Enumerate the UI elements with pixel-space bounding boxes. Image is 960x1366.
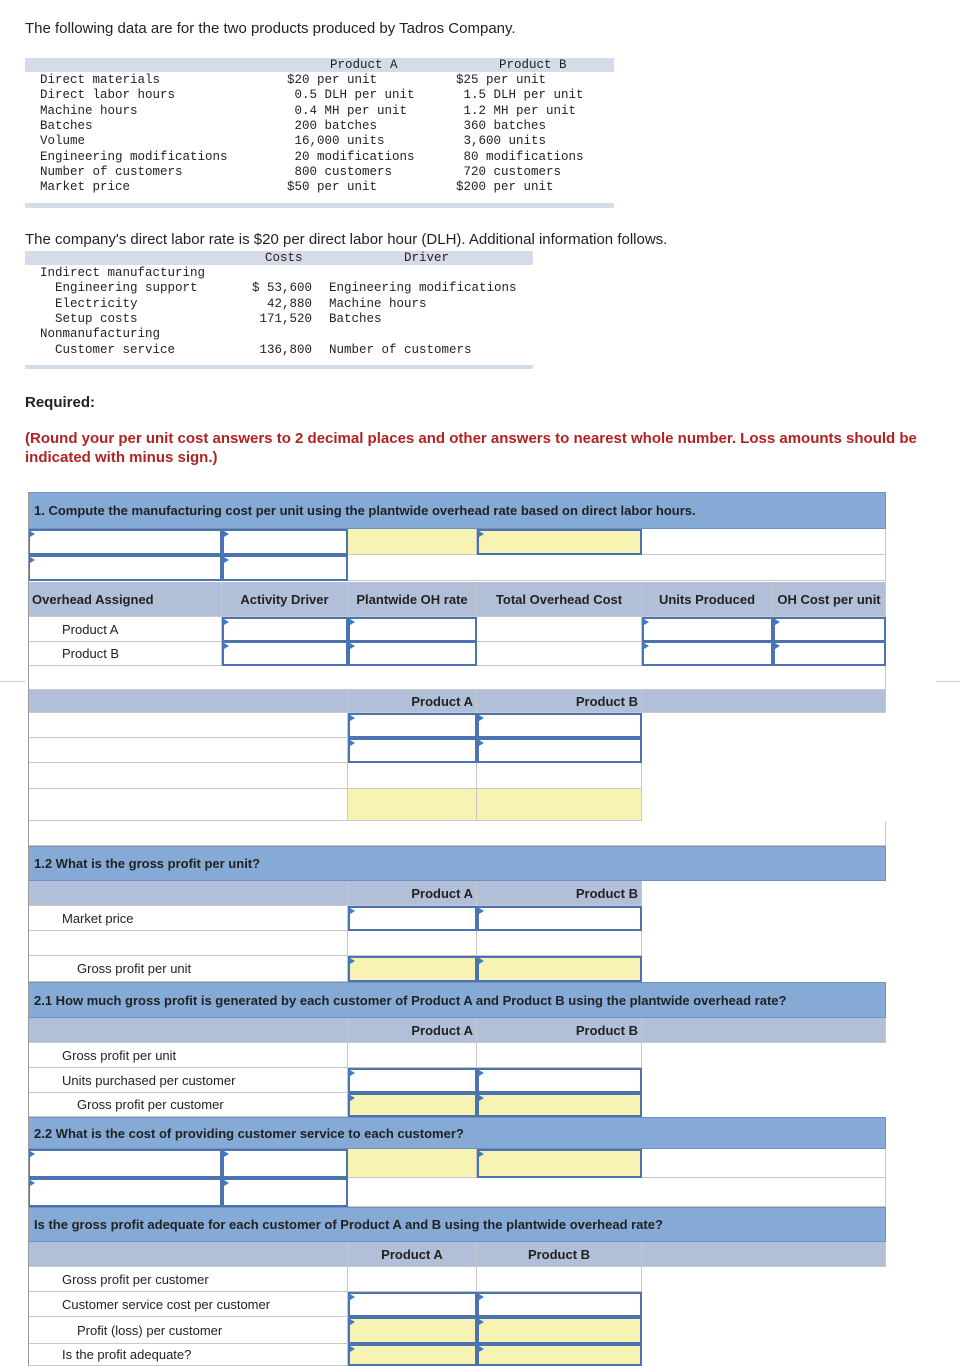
question-2-1-header: 2.1 How much gross profit is generated by each customer of Product A and Product B using the plantwide overhead rate? xyxy=(28,982,886,1018)
cost-label: Engineering support xyxy=(40,281,198,296)
cost-label: Nonmanufacturing xyxy=(40,327,161,342)
answer-input[interactable] xyxy=(222,1149,348,1178)
blank-cell xyxy=(477,931,642,956)
answer-input[interactable] xyxy=(477,906,642,931)
product-data-table xyxy=(25,58,614,208)
total-oh-cell xyxy=(477,641,642,666)
blank-cell xyxy=(477,1267,642,1292)
header-spacer xyxy=(28,1242,348,1267)
product-a-value: $50 per unit xyxy=(287,180,378,195)
row-label: Machine hours xyxy=(40,103,138,118)
answer-input[interactable] xyxy=(348,1317,477,1344)
product-a-value: 20 modifications xyxy=(287,149,415,164)
product-b-value: 80 modifications xyxy=(456,149,584,164)
gross-profit-unit-label: Gross profit per unit xyxy=(28,1043,348,1068)
product-b-header: Product B xyxy=(477,1242,642,1267)
overhead-column-header: Overhead Assigned xyxy=(28,582,222,617)
answer-input[interactable] xyxy=(348,956,477,982)
adequate-select[interactable] xyxy=(348,1344,477,1366)
header-spacer xyxy=(28,1018,348,1043)
blank-cell xyxy=(642,1149,886,1178)
answer-input[interactable] xyxy=(222,555,348,581)
cost-driver: Number of customers xyxy=(329,342,472,357)
product-b-header: Product B xyxy=(477,1018,642,1043)
total-label-cell xyxy=(28,789,348,821)
cost-amount: 136,800 xyxy=(259,342,312,357)
header-spacer xyxy=(642,1242,886,1267)
overhead-column-header: Activity Driver xyxy=(222,582,348,617)
driver-header: Driver xyxy=(404,251,450,265)
row-label: Engineering modifications xyxy=(40,149,228,164)
label-input-row xyxy=(28,713,348,738)
answer-input[interactable] xyxy=(348,738,477,763)
blank-cell xyxy=(28,931,348,956)
answer-input[interactable] xyxy=(477,529,642,555)
cost-amount: $ 53,600 xyxy=(251,281,312,296)
oh-rate-input[interactable] xyxy=(348,617,477,642)
intro-text: The following data are for the two products produced by Tadros Company. xyxy=(25,20,516,37)
cost-label: Electricity xyxy=(40,296,138,311)
header-spacer xyxy=(28,690,348,713)
answer-input[interactable] xyxy=(348,1292,477,1317)
question-3-header: Is the gross profit adequate for each customer of Product A and B using the plantwide overhead rate? xyxy=(28,1207,886,1242)
computed-cell xyxy=(348,789,477,821)
product-a-header: Product A xyxy=(348,1242,477,1267)
product-label: Product B xyxy=(28,641,222,666)
product-b-header: Product B xyxy=(499,58,567,72)
row-label: Market price xyxy=(40,180,131,195)
product-b-value: 1.2 MH per unit xyxy=(456,103,577,118)
overhead-column-header: Total Overhead Cost xyxy=(477,582,642,617)
row-label: Direct labor hours xyxy=(40,88,176,103)
answer-input[interactable] xyxy=(348,713,477,738)
answer-input[interactable] xyxy=(477,956,642,982)
units-input[interactable] xyxy=(642,641,773,666)
blank-cell xyxy=(348,931,477,956)
blank-cell xyxy=(348,1178,886,1207)
product-a-header: Product A xyxy=(330,58,398,72)
blank-cell xyxy=(477,1043,642,1068)
cost-label: Customer service xyxy=(40,342,176,357)
product-a-value: 800 customers xyxy=(287,164,393,179)
units-per-customer-label: Units purchased per customer xyxy=(28,1068,348,1093)
product-b-value: 3,600 units xyxy=(456,134,547,149)
cost-label: Indirect manufacturing xyxy=(40,266,206,280)
product-b-value: 1.5 DLH per unit xyxy=(456,88,584,103)
row-label: Direct materials xyxy=(40,73,161,87)
gross-profit-customer-label: Gross profit per customer xyxy=(28,1093,348,1117)
question-2-2-header: 2.2 What is the cost of providing customer service to each customer? xyxy=(28,1117,886,1149)
product-a-value: 0.4 MH per unit xyxy=(287,103,408,118)
blank-cell xyxy=(477,763,642,789)
oh-rate-input[interactable] xyxy=(348,641,477,666)
blank-cell xyxy=(348,1267,477,1292)
labor-rate-text: The company's direct labor rate is $20 per direct labor hour (DLH). Additional information follows. xyxy=(25,231,668,248)
header-spacer xyxy=(642,1018,886,1043)
product-a-header: Product A xyxy=(348,690,477,713)
overhead-column-header: Plantwide OH rate xyxy=(348,582,477,617)
blank-row xyxy=(28,666,886,690)
product-b-header: Product B xyxy=(477,690,642,713)
gross-profit-customer-label: Gross profit per customer xyxy=(28,1267,348,1292)
product-label: Product A xyxy=(28,617,222,642)
answer-input[interactable] xyxy=(28,1178,222,1207)
header-spacer xyxy=(28,881,348,906)
computed-cell xyxy=(348,1149,477,1178)
market-price-label: Market price xyxy=(28,906,348,931)
costs-header: Costs xyxy=(265,251,303,265)
row-label: Batches xyxy=(40,118,93,133)
product-a-value: 0.5 DLH per unit xyxy=(287,88,415,103)
cost-driver: Batches xyxy=(329,311,382,326)
answer-input[interactable] xyxy=(477,1317,642,1344)
answer-input[interactable] xyxy=(477,1093,642,1117)
blank-row xyxy=(28,821,886,846)
product-a-value: $20 per unit xyxy=(287,73,378,87)
product-a-value: 16,000 units xyxy=(287,134,385,149)
rounding-instructions: (Round your per unit cost answers to 2 decimal places and other answers to nearest whole number. Loss amounts should be indicated with minus sign.) xyxy=(25,430,917,466)
row-label: Number of customers xyxy=(40,164,183,179)
row-label: Volume xyxy=(40,134,86,149)
answer-input[interactable] xyxy=(222,1178,348,1207)
answer-input[interactable] xyxy=(348,1093,477,1117)
answer-input[interactable] xyxy=(28,529,222,555)
answer-input[interactable] xyxy=(477,1149,642,1178)
product-b-value: $200 per unit xyxy=(456,180,554,195)
units-input[interactable] xyxy=(642,617,773,642)
answer-input[interactable] xyxy=(28,1149,222,1178)
overhead-column-header: OH Cost per unit xyxy=(773,582,886,617)
question-1-header: 1. Compute the manufacturing cost per unit using the plantwide overhead rate based on direct labor hours. xyxy=(28,492,886,529)
cost-driver: Machine hours xyxy=(329,296,427,311)
computed-cell xyxy=(348,529,477,555)
total-oh-cell xyxy=(477,617,642,642)
overhead-cost-table xyxy=(25,251,533,369)
adequate-select[interactable] xyxy=(477,1344,642,1366)
product-b-value: $25 per unit xyxy=(456,73,547,87)
oh-per-unit-input[interactable] xyxy=(773,617,886,642)
answer-input[interactable] xyxy=(477,1068,642,1093)
answer-input[interactable] xyxy=(222,529,348,555)
blank-cell xyxy=(642,529,886,555)
product-a-value: 200 batches xyxy=(287,118,378,133)
answer-input[interactable] xyxy=(348,1068,477,1093)
blank-cell xyxy=(348,763,477,789)
label-input-row xyxy=(28,738,348,763)
cost-amount: 42,880 xyxy=(266,296,312,311)
profit-adequate-label: Is the profit adequate? xyxy=(28,1344,348,1366)
overhead-column-header: Units Produced xyxy=(642,582,773,617)
product-a-header: Product A xyxy=(348,881,477,906)
header-spacer xyxy=(642,690,886,713)
blank-cell xyxy=(348,555,886,581)
answer-input[interactable] xyxy=(477,1292,642,1317)
blank-cell xyxy=(28,763,348,789)
profit-loss-label: Profit (loss) per customer xyxy=(28,1317,348,1344)
activity-driver-input[interactable] xyxy=(222,617,348,642)
computed-cell xyxy=(477,789,642,821)
cost-amount: 171,520 xyxy=(259,311,312,326)
answer-input[interactable] xyxy=(477,713,642,738)
cost-label: Setup costs xyxy=(40,311,138,326)
product-a-header: Product A xyxy=(348,1018,477,1043)
cost-driver: Engineering modifications xyxy=(329,281,517,296)
activity-driver-input[interactable] xyxy=(222,641,348,666)
answer-input[interactable] xyxy=(348,906,477,931)
gross-profit-unit-label: Gross profit per unit xyxy=(28,956,348,982)
question-1-2-header: 1.2 What is the gross profit per unit? xyxy=(28,846,886,881)
product-b-value: 720 customers xyxy=(456,164,562,179)
answer-input[interactable] xyxy=(28,555,222,581)
answer-input[interactable] xyxy=(477,738,642,763)
blank-cell xyxy=(348,1043,477,1068)
cs-cost-label: Customer service cost per customer xyxy=(28,1292,348,1317)
product-b-value: 360 batches xyxy=(456,118,547,133)
product-b-header: Product B xyxy=(477,881,642,906)
required-heading: Required: xyxy=(25,394,96,411)
oh-per-unit-input[interactable] xyxy=(773,641,886,666)
